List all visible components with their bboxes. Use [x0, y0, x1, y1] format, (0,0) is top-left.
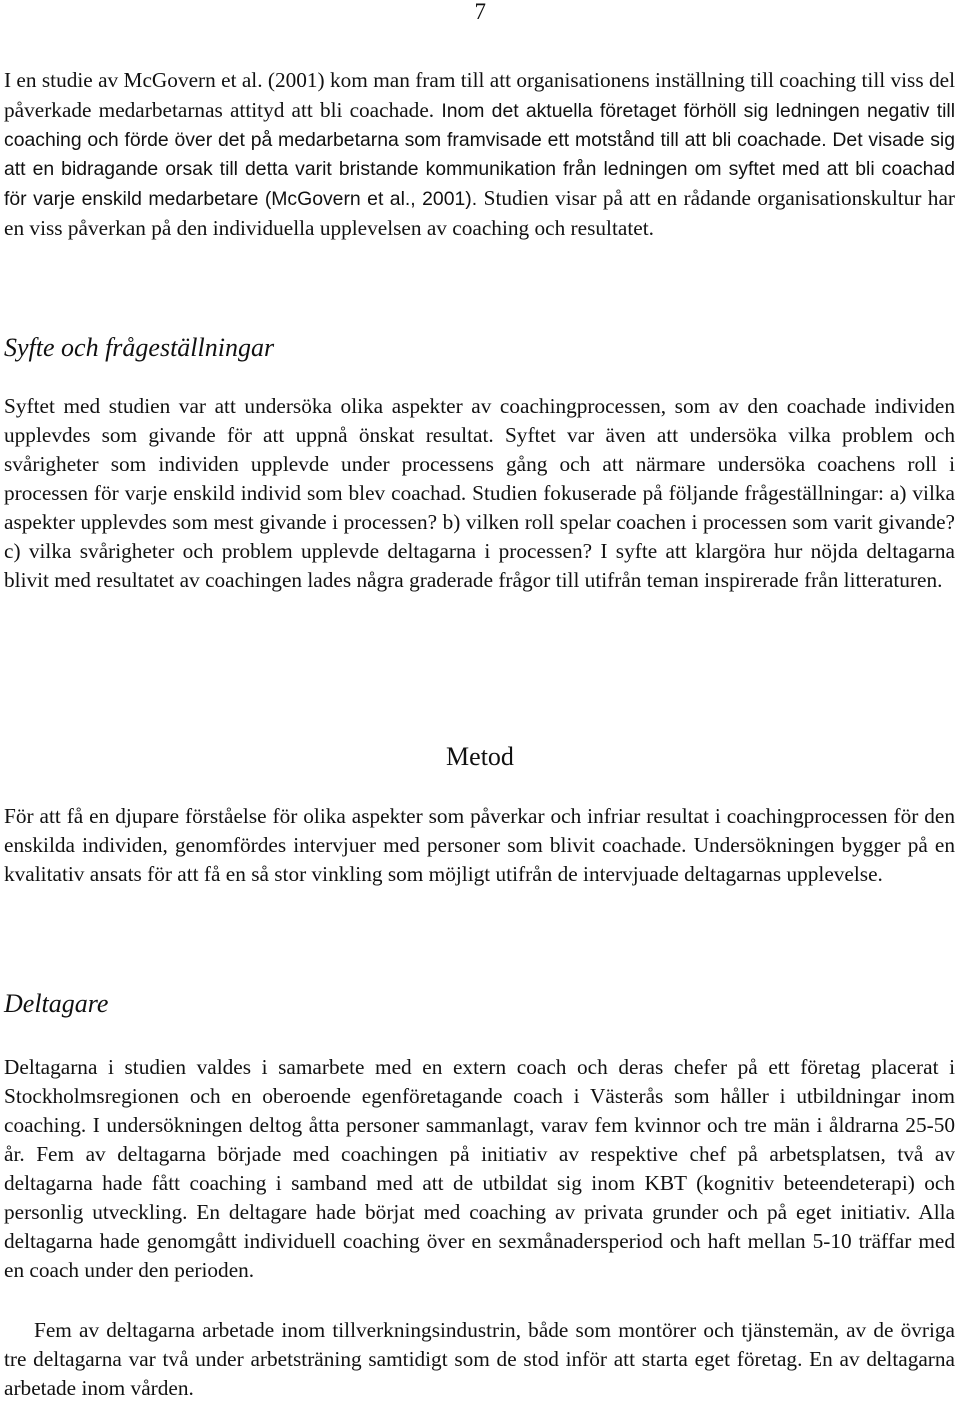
intro-text-serif: I en studie av McGovern et al. (2001) kom man fram till att organisationens inställning till coaching till viss del påverkade medarbetarnas attityd att bli coachade. [4, 68, 955, 122]
section-heading-metod: Metod [446, 742, 514, 771]
section-heading-syfte: Syfte och frågeställningar [4, 333, 275, 362]
deltagare-paragraph-1: Deltagarna i studien valdes i samarbete med en extern coach och deras chefer på ett företag placerat i Stockholmsregionen och en oberoende egenföretagande coach i Västerås som håller i utbildningar inom coaching. I undersökningen deltog åtta personer sammanlagt, varav fem kvinnor och tre män i åldrarna 25-50 år. Fem av deltagarna började med coachingen på initiativ av respektive chef på arbetsplatsen, två av deltagarna hade fått coaching i samband med att de utbildat sig inom KBT (kognitiv beteendeterapi) och personlig utveckling. En deltagare hade börjat med coaching av privata grunder och på eget initiativ. Alla deltagarna hade genomgått individuell coaching över en sexmånadersperiod och haft mellan 5-10 träffar med en coach under den perioden. [4, 1055, 955, 1282]
syfte-paragraph: Syftet med studien var att undersöka olika aspekter av coachingprocessen, som av den coachade individen upplevdes som givande för att uppnå önskat resultat. Syftet var även att undersöka vilka problem och svårigheter som individen upplevde under processens gång och att närmare undersöka coachens roll i processen för varje enskild individ som blev coachad. Studien fokuserade på följande frågeställningar: a) vilka aspekter upplevdes som mest givande i processen? b) vilken roll spelar coachen i processen som varit givande? c) vilka svårigheter och problem upplevde deltagarna i processen? I syfte att klargöra hur nöjda deltagarna blivit med resultatet av coachingen lades några graderade frågor till utifrån teman inspirerade från litteraturen. [4, 394, 955, 592]
intro-paragraph [4, 66, 955, 244]
page-number: 7 [474, 0, 486, 24]
intro-text-serif-end: Studien visar på att en rådande organisationskultur har en viss påverkan på den individuella upplevelsen av coaching och resultatet. [4, 186, 955, 240]
section-heading-deltagare: Deltagare [4, 989, 109, 1018]
intro-text-sans: Inom det aktuella företaget förhöll sig ledningen negativ till coaching och förde över det på medarbetarna som framvisade ett motstånd till att bli coachade. Det visade sig att en bidragande orsak till detta varit bristande kommunikation från ledningen om syftet med att bli coachad för varje enskild medarbetare (McGovern et al., 2001). [4, 100, 956, 210]
metod-paragraph: För att få en djupare förståelse för olika aspekter som påverkar och infriar resultat i coachingprocessen för den enskilda individen, genomfördes intervjuer med personer som blivit coachade. Undersökningen bygger på en kvalitativ ansats för att få en så stor vinkling som möjligt utifrån de intervjuade deltagarnas upplevelse. [4, 804, 955, 886]
deltagare-paragraph-2: Fem av deltagarna arbetade inom tillverkningsindustrin, både som montörer och tjänstemän, av de övriga tre deltagarna var två under arbetsträning samtidigt som de stod inför att starta eget företag. En av deltagarna arbetade inom vården. [4, 1318, 955, 1400]
